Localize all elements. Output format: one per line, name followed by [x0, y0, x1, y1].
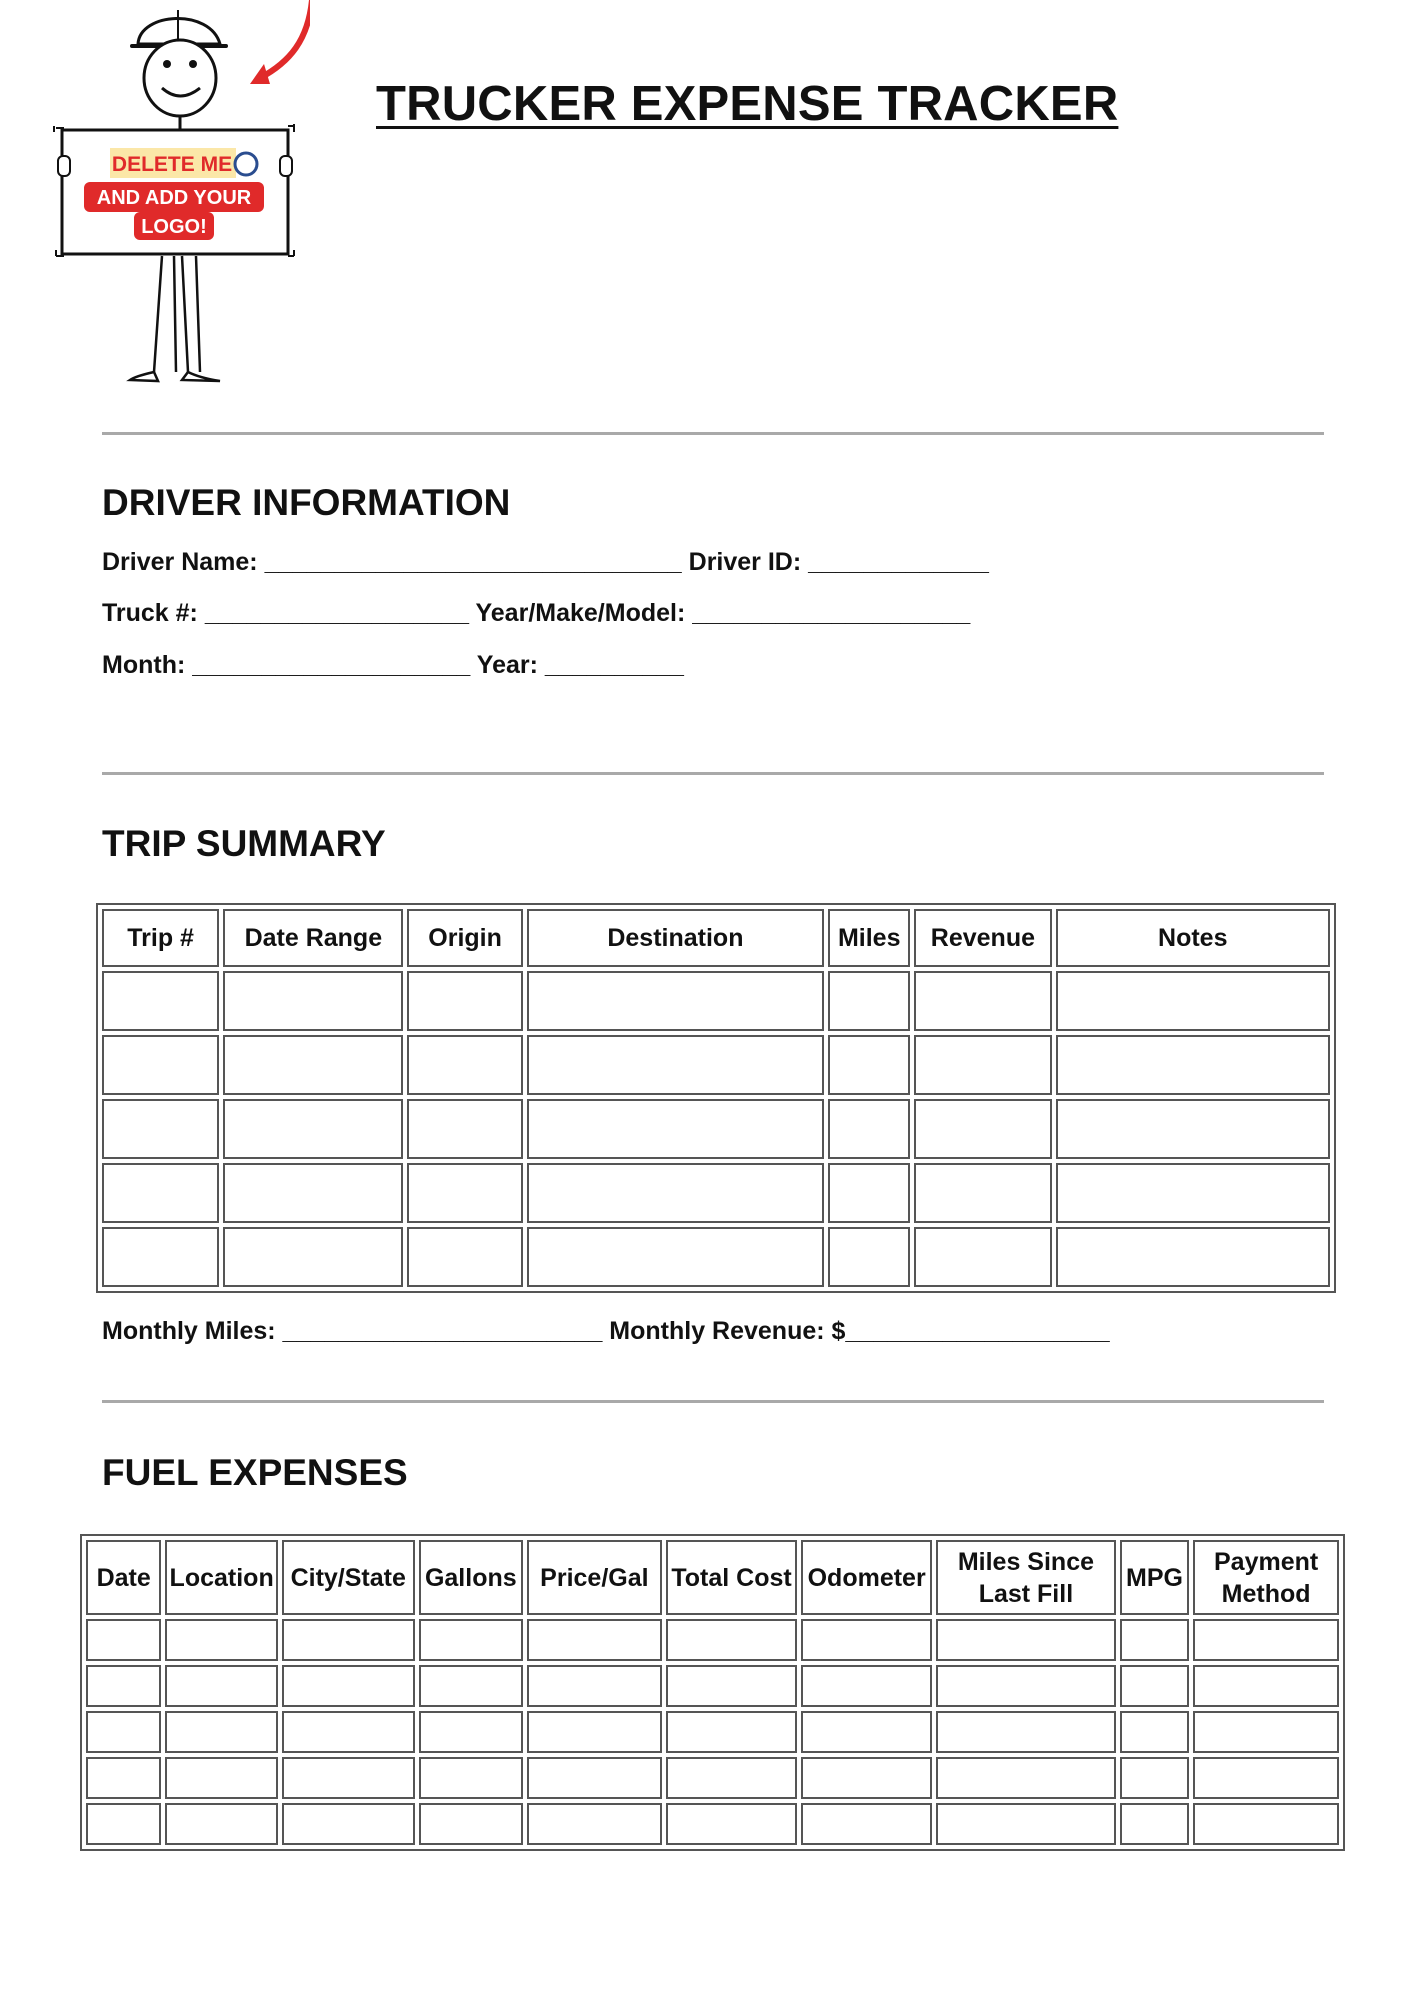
table-row: [102, 1035, 1330, 1095]
fuel-cell-mpg[interactable]: [1120, 1757, 1189, 1799]
fuel-header-row: [86, 1540, 1339, 1615]
fuel-cell-odometer[interactable]: [801, 1711, 932, 1753]
fuel-cell-mpg[interactable]: [1120, 1619, 1189, 1661]
trip-cell-date-range[interactable]: [223, 971, 403, 1031]
trip-cell-trip[interactable]: [102, 1035, 219, 1095]
fuel-cell-payment-method[interactable]: [1193, 1665, 1339, 1707]
trip-cell-trip[interactable]: [102, 1163, 219, 1223]
fuel-cell-price-gal[interactable]: [527, 1757, 662, 1799]
fuel-cell-price-gal[interactable]: [527, 1803, 662, 1845]
fuel-cell-miles-since-last-fill[interactable]: [936, 1757, 1116, 1799]
fuel-col-price-gal: Price/Gal: [527, 1540, 662, 1615]
svg-text:DELETE ME: DELETE ME: [111, 153, 233, 176]
fuel-col-total-cost: Total Cost: [666, 1540, 798, 1615]
fuel-cell-mpg[interactable]: [1120, 1711, 1189, 1753]
table-row: [102, 971, 1330, 1031]
fuel-cell-total-cost[interactable]: [666, 1665, 798, 1707]
fuel-cell-odometer[interactable]: [801, 1757, 932, 1799]
fuel-col-odometer: Odometer: [801, 1540, 932, 1615]
fuel-cell-mpg[interactable]: [1120, 1665, 1189, 1707]
fuel-cell-miles-since-last-fill[interactable]: [936, 1803, 1116, 1845]
trip-cell-notes[interactable]: [1056, 1227, 1331, 1287]
trip-cell-notes[interactable]: [1056, 971, 1331, 1031]
divider: [102, 772, 1324, 775]
fuel-expenses-table: [80, 1534, 1345, 1851]
fuel-cell-gallons[interactable]: [419, 1757, 524, 1799]
trip-cell-miles[interactable]: [828, 1163, 910, 1223]
fuel-col-city-state: City/State: [282, 1540, 415, 1615]
trip-summary-table: [96, 903, 1336, 1293]
trip-col-revenue: Revenue: [914, 909, 1051, 967]
trip-cell-revenue[interactable]: [914, 1163, 1051, 1223]
fuel-cell-payment-method[interactable]: [1193, 1711, 1339, 1753]
table-row: [86, 1803, 1339, 1845]
fuel-cell-city-state[interactable]: [282, 1665, 415, 1707]
fuel-cell-price-gal[interactable]: [527, 1711, 662, 1753]
trip-cell-destination[interactable]: [527, 1035, 824, 1095]
fuel-col-payment-method: Payment Method: [1193, 1540, 1339, 1615]
table-row: [102, 1227, 1330, 1287]
fuel-cell-total-cost[interactable]: [666, 1803, 798, 1845]
logo-placeholder-mascot: [50, 0, 310, 390]
trip-cell-trip[interactable]: [102, 971, 219, 1031]
trip-cell-miles[interactable]: [828, 971, 910, 1031]
trip-cell-date-range[interactable]: [223, 1035, 403, 1095]
trip-cell-destination[interactable]: [527, 1099, 824, 1159]
driver-information-heading: DRIVER INFORMATION: [102, 482, 511, 523]
trip-cell-miles[interactable]: [828, 1099, 910, 1159]
trip-cell-notes[interactable]: [1056, 1035, 1331, 1095]
fuel-cell-odometer[interactable]: [801, 1619, 932, 1661]
fuel-cell-odometer[interactable]: [801, 1803, 932, 1845]
divider: [102, 432, 1324, 435]
month-year-line[interactable]: Month: ____________________ Year: __________: [102, 651, 684, 679]
trip-cell-origin[interactable]: [407, 971, 522, 1031]
trip-cell-miles[interactable]: [828, 1227, 910, 1287]
fuel-cell-city-state[interactable]: [282, 1711, 415, 1753]
truck-line[interactable]: Truck #: ___________________ Year/Make/Model: ____________________: [102, 599, 971, 627]
fuel-cell-payment-method[interactable]: [1193, 1757, 1339, 1799]
trip-cell-origin[interactable]: [407, 1035, 522, 1095]
fuel-cell-miles-since-last-fill[interactable]: [936, 1711, 1116, 1753]
fuel-cell-odometer[interactable]: [801, 1665, 932, 1707]
fuel-cell-gallons[interactable]: [419, 1619, 524, 1661]
trip-cell-destination[interactable]: [527, 1163, 824, 1223]
trip-cell-notes[interactable]: [1056, 1099, 1331, 1159]
trip-cell-destination[interactable]: [527, 971, 824, 1031]
trip-cell-trip[interactable]: [102, 1227, 219, 1287]
trip-cell-origin[interactable]: [407, 1099, 522, 1159]
table-row: [86, 1757, 1339, 1799]
fuel-col-date: Date: [86, 1540, 161, 1615]
divider: [102, 1400, 1324, 1403]
fuel-cell-total-cost[interactable]: [666, 1619, 798, 1661]
fuel-cell-payment-method[interactable]: [1193, 1803, 1339, 1845]
fuel-cell-miles-since-last-fill[interactable]: [936, 1665, 1116, 1707]
trip-cell-date-range[interactable]: [223, 1227, 403, 1287]
fuel-cell-gallons[interactable]: [419, 1665, 524, 1707]
trip-cell-revenue[interactable]: [914, 1227, 1051, 1287]
fuel-cell-location[interactable]: [165, 1803, 278, 1845]
fuel-cell-city-state[interactable]: [282, 1757, 415, 1799]
trip-col-notes: Notes: [1056, 909, 1331, 967]
trip-cell-date-range[interactable]: [223, 1099, 403, 1159]
trip-col-origin: Origin: [407, 909, 522, 967]
trip-col-date-range: Date Range: [223, 909, 403, 967]
trip-cell-notes[interactable]: [1056, 1163, 1331, 1223]
trip-summary-heading: TRIP SUMMARY: [102, 823, 386, 864]
trip-cell-miles[interactable]: [828, 1035, 910, 1095]
driver-name-id-line[interactable]: Driver Name: ______________________________ Driver ID: _____________: [102, 548, 989, 576]
fuel-expenses-heading: FUEL EXPENSES: [102, 1452, 408, 1493]
trip-col-miles: Miles: [828, 909, 910, 967]
trip-cell-date-range[interactable]: [223, 1163, 403, 1223]
trip-col-trip: Trip #: [102, 909, 219, 967]
fuel-cell-mpg[interactable]: [1120, 1803, 1189, 1845]
table-row: [102, 1163, 1330, 1223]
table-row: [86, 1665, 1339, 1707]
trip-cell-revenue[interactable]: [914, 1035, 1051, 1095]
fuel-cell-gallons[interactable]: [419, 1803, 524, 1845]
fuel-cell-date[interactable]: [86, 1803, 161, 1845]
fuel-col-mpg: MPG: [1120, 1540, 1189, 1615]
fuel-col-miles-since-last-fill: Miles Since Last Fill: [936, 1540, 1116, 1615]
fuel-cell-city-state[interactable]: [282, 1619, 415, 1661]
fuel-cell-price-gal[interactable]: [527, 1619, 662, 1661]
trip-cell-destination[interactable]: [527, 1227, 824, 1287]
svg-text:AND ADD YOUR: AND ADD YOUR: [96, 187, 252, 209]
svg-text:LOGO!: LOGO!: [141, 216, 207, 238]
trip-cell-revenue[interactable]: [914, 1099, 1051, 1159]
fuel-cell-gallons[interactable]: [419, 1711, 524, 1753]
page-title: TRUCKER EXPENSE TRACKER: [376, 77, 1119, 131]
table-row: [86, 1619, 1339, 1661]
fuel-cell-total-cost[interactable]: [666, 1711, 798, 1753]
fuel-cell-location[interactable]: [165, 1757, 278, 1799]
fuel-cell-date[interactable]: [86, 1757, 161, 1799]
table-row: [86, 1711, 1339, 1753]
fuel-cell-city-state[interactable]: [282, 1803, 415, 1845]
table-row: [102, 1099, 1330, 1159]
trip-col-destination: Destination: [527, 909, 824, 967]
trip-cell-revenue[interactable]: [914, 971, 1051, 1031]
fuel-cell-date[interactable]: [86, 1619, 161, 1661]
fuel-col-location: Location: [165, 1540, 278, 1615]
trip-cell-origin[interactable]: [407, 1163, 522, 1223]
fuel-cell-location[interactable]: [165, 1711, 278, 1753]
trip-cell-trip[interactable]: [102, 1099, 219, 1159]
fuel-cell-location[interactable]: [165, 1665, 278, 1707]
fuel-cell-payment-method[interactable]: [1193, 1619, 1339, 1661]
fuel-cell-price-gal[interactable]: [527, 1665, 662, 1707]
fuel-col-gallons: Gallons: [419, 1540, 524, 1615]
trip-cell-origin[interactable]: [407, 1227, 522, 1287]
fuel-cell-total-cost[interactable]: [666, 1757, 798, 1799]
fuel-cell-location[interactable]: [165, 1619, 278, 1661]
monthly-totals-line[interactable]: Monthly Miles: _______________________ Monthly Revenue: $___________________: [102, 1317, 1110, 1345]
fuel-cell-miles-since-last-fill[interactable]: [936, 1619, 1116, 1661]
trip-header-row: [102, 909, 1330, 967]
fuel-cell-date[interactable]: [86, 1665, 161, 1707]
fuel-cell-date[interactable]: [86, 1711, 161, 1753]
